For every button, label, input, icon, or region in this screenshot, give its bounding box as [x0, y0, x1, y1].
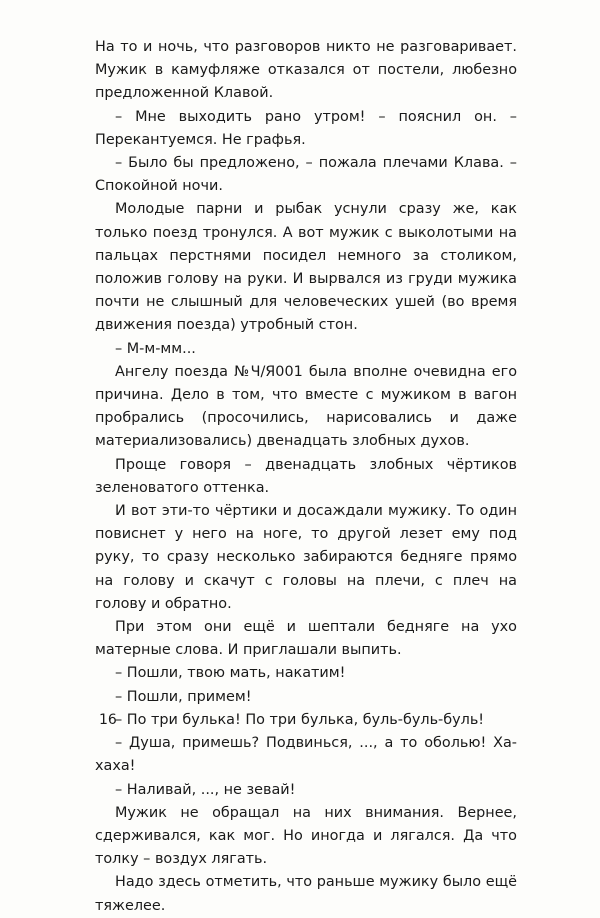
paragraph: – Душа, примешь? Подвинься, ..., а то оболью! Ха-хаха!	[95, 735, 517, 775]
page-body	[95, 36, 517, 918]
paragraph: При этом они ещё и шептали бедняге на ухо матерные слова. И приглашали выпить.	[95, 619, 517, 659]
paragraph: – Пошли, твою мать, накатим!	[115, 665, 346, 682]
paragraph: Ангелу поезда №Ч/Я001 была вполне очевидна его причина. Дело в том, что вместе с мужиком в вагон пробрались (просочились, нарисовались и даже материализовались) двенадцать злобных духов.	[95, 363, 517, 450]
paragraph: – Мне выходить рано утром! – пояснил он. – Перекантуемся. Не графья.	[95, 108, 517, 148]
paragraph: – По три булька! По три булька, буль-буль-буль!	[115, 711, 485, 728]
paragraph: – М-м-мм...	[115, 340, 196, 357]
paragraph: Молодые парни и рыбак уснули сразу же, как только поезд тронулся. А вот мужик с выколотыми на пальцах перстнями посидел немного за столиком, положив голову на руки. И вырвался из груди мужика почти не слышный для человеческих ушей (во время движения поезда) утробный стон.	[95, 201, 517, 334]
page-number: 16	[99, 712, 117, 728]
paragraph: – Пошли, примем!	[115, 688, 252, 705]
paragraph: – Наливай, ..., не зевай!	[115, 781, 296, 798]
paragraph: И вот эти-то чёртики и досаждали мужику. То один повиснет у него на ноге, то другой лезет ему под руку, то сразу несколько забираются бедняге прямо на голову и скачут с головы на плечи, с плеч на голову и обратно.	[95, 503, 517, 612]
paragraph: На то и ночь, что разговоров никто не разговаривает. Мужик в камуфляже отказался от постели, любезно предложенной Клавой.	[95, 39, 517, 102]
paragraph: Мужик не обращал на них внимания. Вернее, сдерживался, как мог. Но иногда и лягался. Да что толку – воздух лягать.	[95, 804, 517, 868]
paragraph: Надо здесь отметить, что раньше мужику было ещё тяжелее.	[95, 874, 517, 914]
paragraph: Проще говоря – двенадцать злобных чёртиков зеленоватого оттенка.	[95, 456, 517, 496]
paragraph: – Было бы предложено, – пожала плечами Клава. – Спокойной ночи.	[95, 155, 517, 195]
